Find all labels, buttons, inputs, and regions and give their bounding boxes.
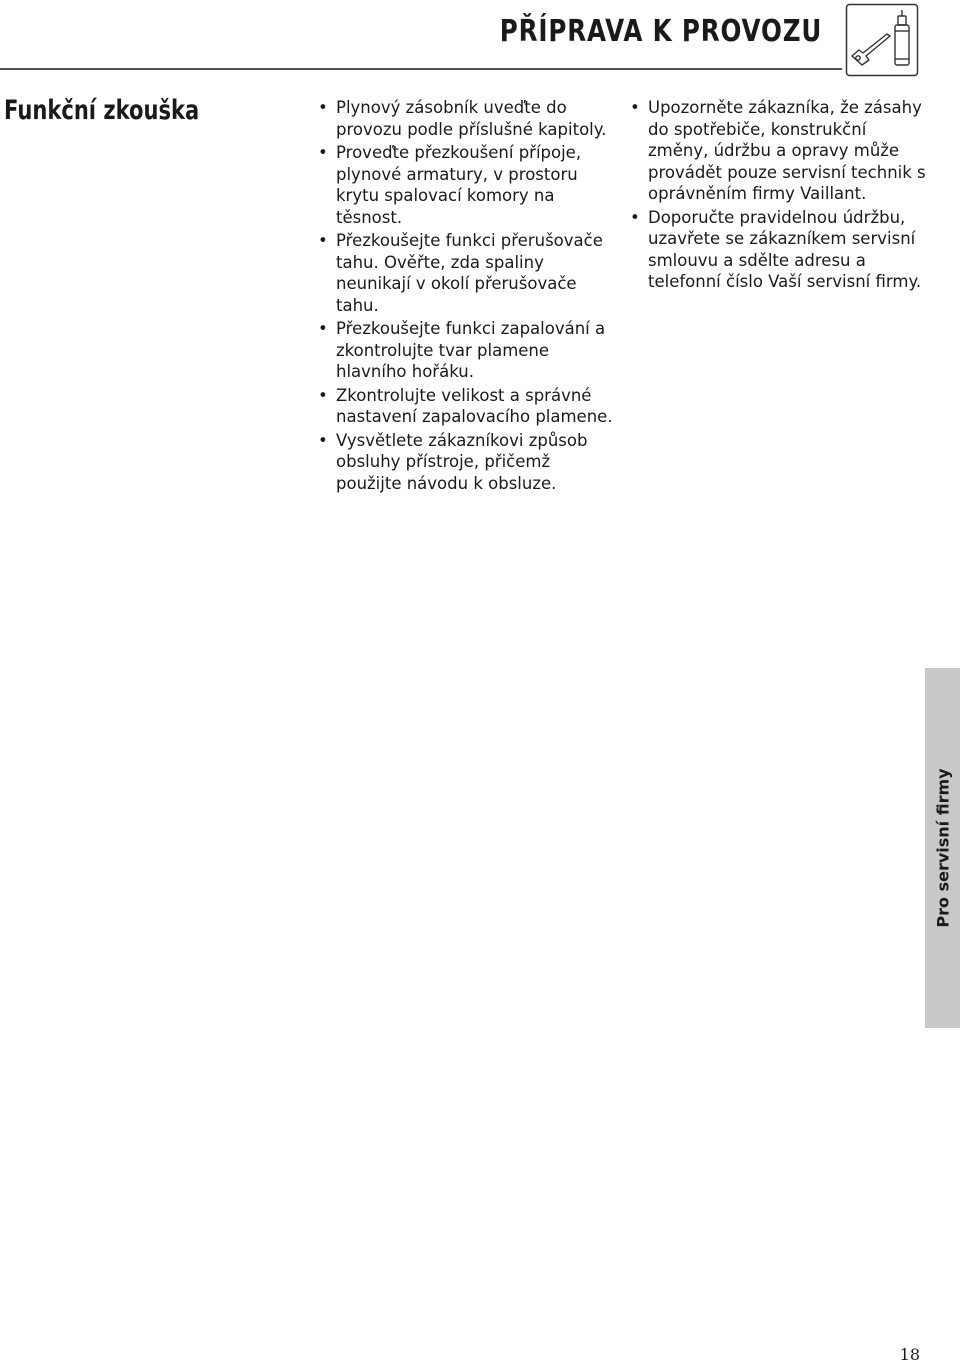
header-rule — [0, 68, 842, 70]
side-tab-label: Pro servisní firmy — [933, 768, 952, 928]
page-header-title: PŘÍPRAVA K PROVOZU — [499, 14, 822, 49]
list-item-text: Přezkoušejte funkci přerušovače tahu. Ověřte, zda spaliny neunikají v okolí přerušovače tahu. — [336, 231, 603, 315]
list-item-text: Proveďte přezkoušení přípoje, plynové armatury, v prostoru krytu spalovací komory na těsnost. — [336, 143, 582, 227]
bullet: • — [318, 430, 328, 450]
list-item — [318, 430, 618, 495]
list-item — [318, 142, 618, 228]
bullet: • — [318, 231, 328, 250]
list-item — [318, 230, 618, 316]
list-item-text: Plynový zásobník uveďte do provozu podle příslušné kapitoly. — [336, 98, 607, 139]
page-number: 18 — [899, 1345, 920, 1364]
list-item — [630, 97, 930, 205]
left-instruction-list — [318, 97, 618, 496]
list-item-text: Zkontrolujte velikost a správné nastavení zapalovacího plamene. — [336, 385, 613, 426]
list-item-text: Upozorněte zákazníka, že zásahy do spotřebiče, konstrukční změny, údržbu a opravy může provádět pouze servisní technik s oprávněním firmy Vaillant. — [648, 98, 926, 203]
bullet: • — [318, 98, 328, 117]
bullet: • — [630, 98, 640, 117]
list-item — [318, 97, 618, 140]
list-item — [318, 385, 618, 428]
tools-icon — [845, 3, 919, 77]
list-item-text: Doporučte pravidelnou údržbu, uzavřete se zákazníkem servisní smlouvu a sdělte adresu a telefonní číslo Vaší servisní firmy. — [648, 207, 922, 291]
right-instruction-list — [630, 97, 930, 295]
bullet: • — [318, 319, 328, 338]
bullet: • — [630, 207, 640, 227]
side-tab — [925, 668, 960, 1028]
bullet: • — [318, 385, 328, 405]
list-item — [318, 318, 618, 383]
bullet: • — [318, 143, 328, 162]
list-item-text: Vysvětlete zákazníkovi způsob obsluhy přístroje, přičemž použijte návodu k obsluze. — [336, 430, 588, 493]
list-item — [630, 207, 930, 293]
section-title: Funkční zkouška — [4, 95, 200, 126]
list-item-text: Přezkoušejte funkci zapalování a zkontrolujte tvar plamene hlavního hořáku. — [336, 319, 606, 381]
